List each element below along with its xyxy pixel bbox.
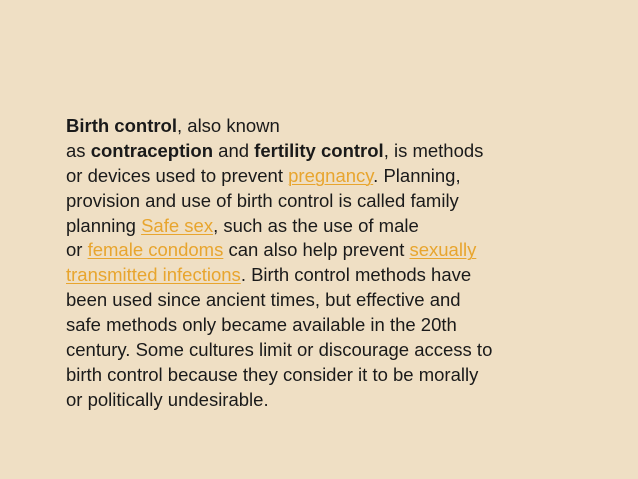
link-safe-sex[interactable]: Safe sex <box>141 214 214 236</box>
text-run: as <box>66 139 91 161</box>
term-fertility-control: fertility control <box>254 139 384 161</box>
link-female-condoms[interactable]: female condoms <box>87 239 224 261</box>
link-sexually-transmitted-infections[interactable]: sexually <box>409 239 477 261</box>
term-contraception: contraception <box>90 139 214 161</box>
text-run: been used since ancient times, but effective and <box>66 289 461 311</box>
text-run: or devices used to prevent <box>66 164 289 186</box>
text-line <box>66 164 626 189</box>
text-run: planning <box>66 214 142 236</box>
text-run: or <box>66 239 88 261</box>
text-run: . Planning, <box>373 164 461 186</box>
text-line <box>66 288 626 313</box>
link-sexually-transmitted-infections[interactable]: transmitted infections <box>66 264 241 286</box>
text-run: or politically undesirable. <box>66 388 269 410</box>
text-line <box>66 363 626 388</box>
text-run: , is methods <box>383 139 484 161</box>
text-run: , also known <box>177 115 280 136</box>
body-paragraph <box>66 114 626 413</box>
link-pregnancy[interactable]: pregnancy <box>288 164 374 186</box>
text-line <box>66 313 626 338</box>
text-run: safe methods only became available in the 20th <box>66 314 457 336</box>
text-run: century. Some cultures limit or discourage access to <box>66 339 493 361</box>
text-line <box>66 189 626 214</box>
text-line <box>66 114 626 139</box>
text-run: , such as the use of male <box>213 214 419 236</box>
text-line <box>66 139 626 164</box>
text-line <box>66 388 626 413</box>
text-line <box>66 214 626 239</box>
text-line <box>66 238 626 263</box>
text-run: and <box>213 139 255 161</box>
term-birth-control: Birth control <box>66 115 177 136</box>
text-line <box>66 338 626 363</box>
text-run: . Birth control methods have <box>240 264 472 286</box>
text-run: provision and use of birth control is called family <box>66 189 459 211</box>
text-run: birth control because they consider it to be morally <box>66 363 479 385</box>
text-line <box>66 263 626 288</box>
text-run: can also help prevent <box>223 239 410 261</box>
